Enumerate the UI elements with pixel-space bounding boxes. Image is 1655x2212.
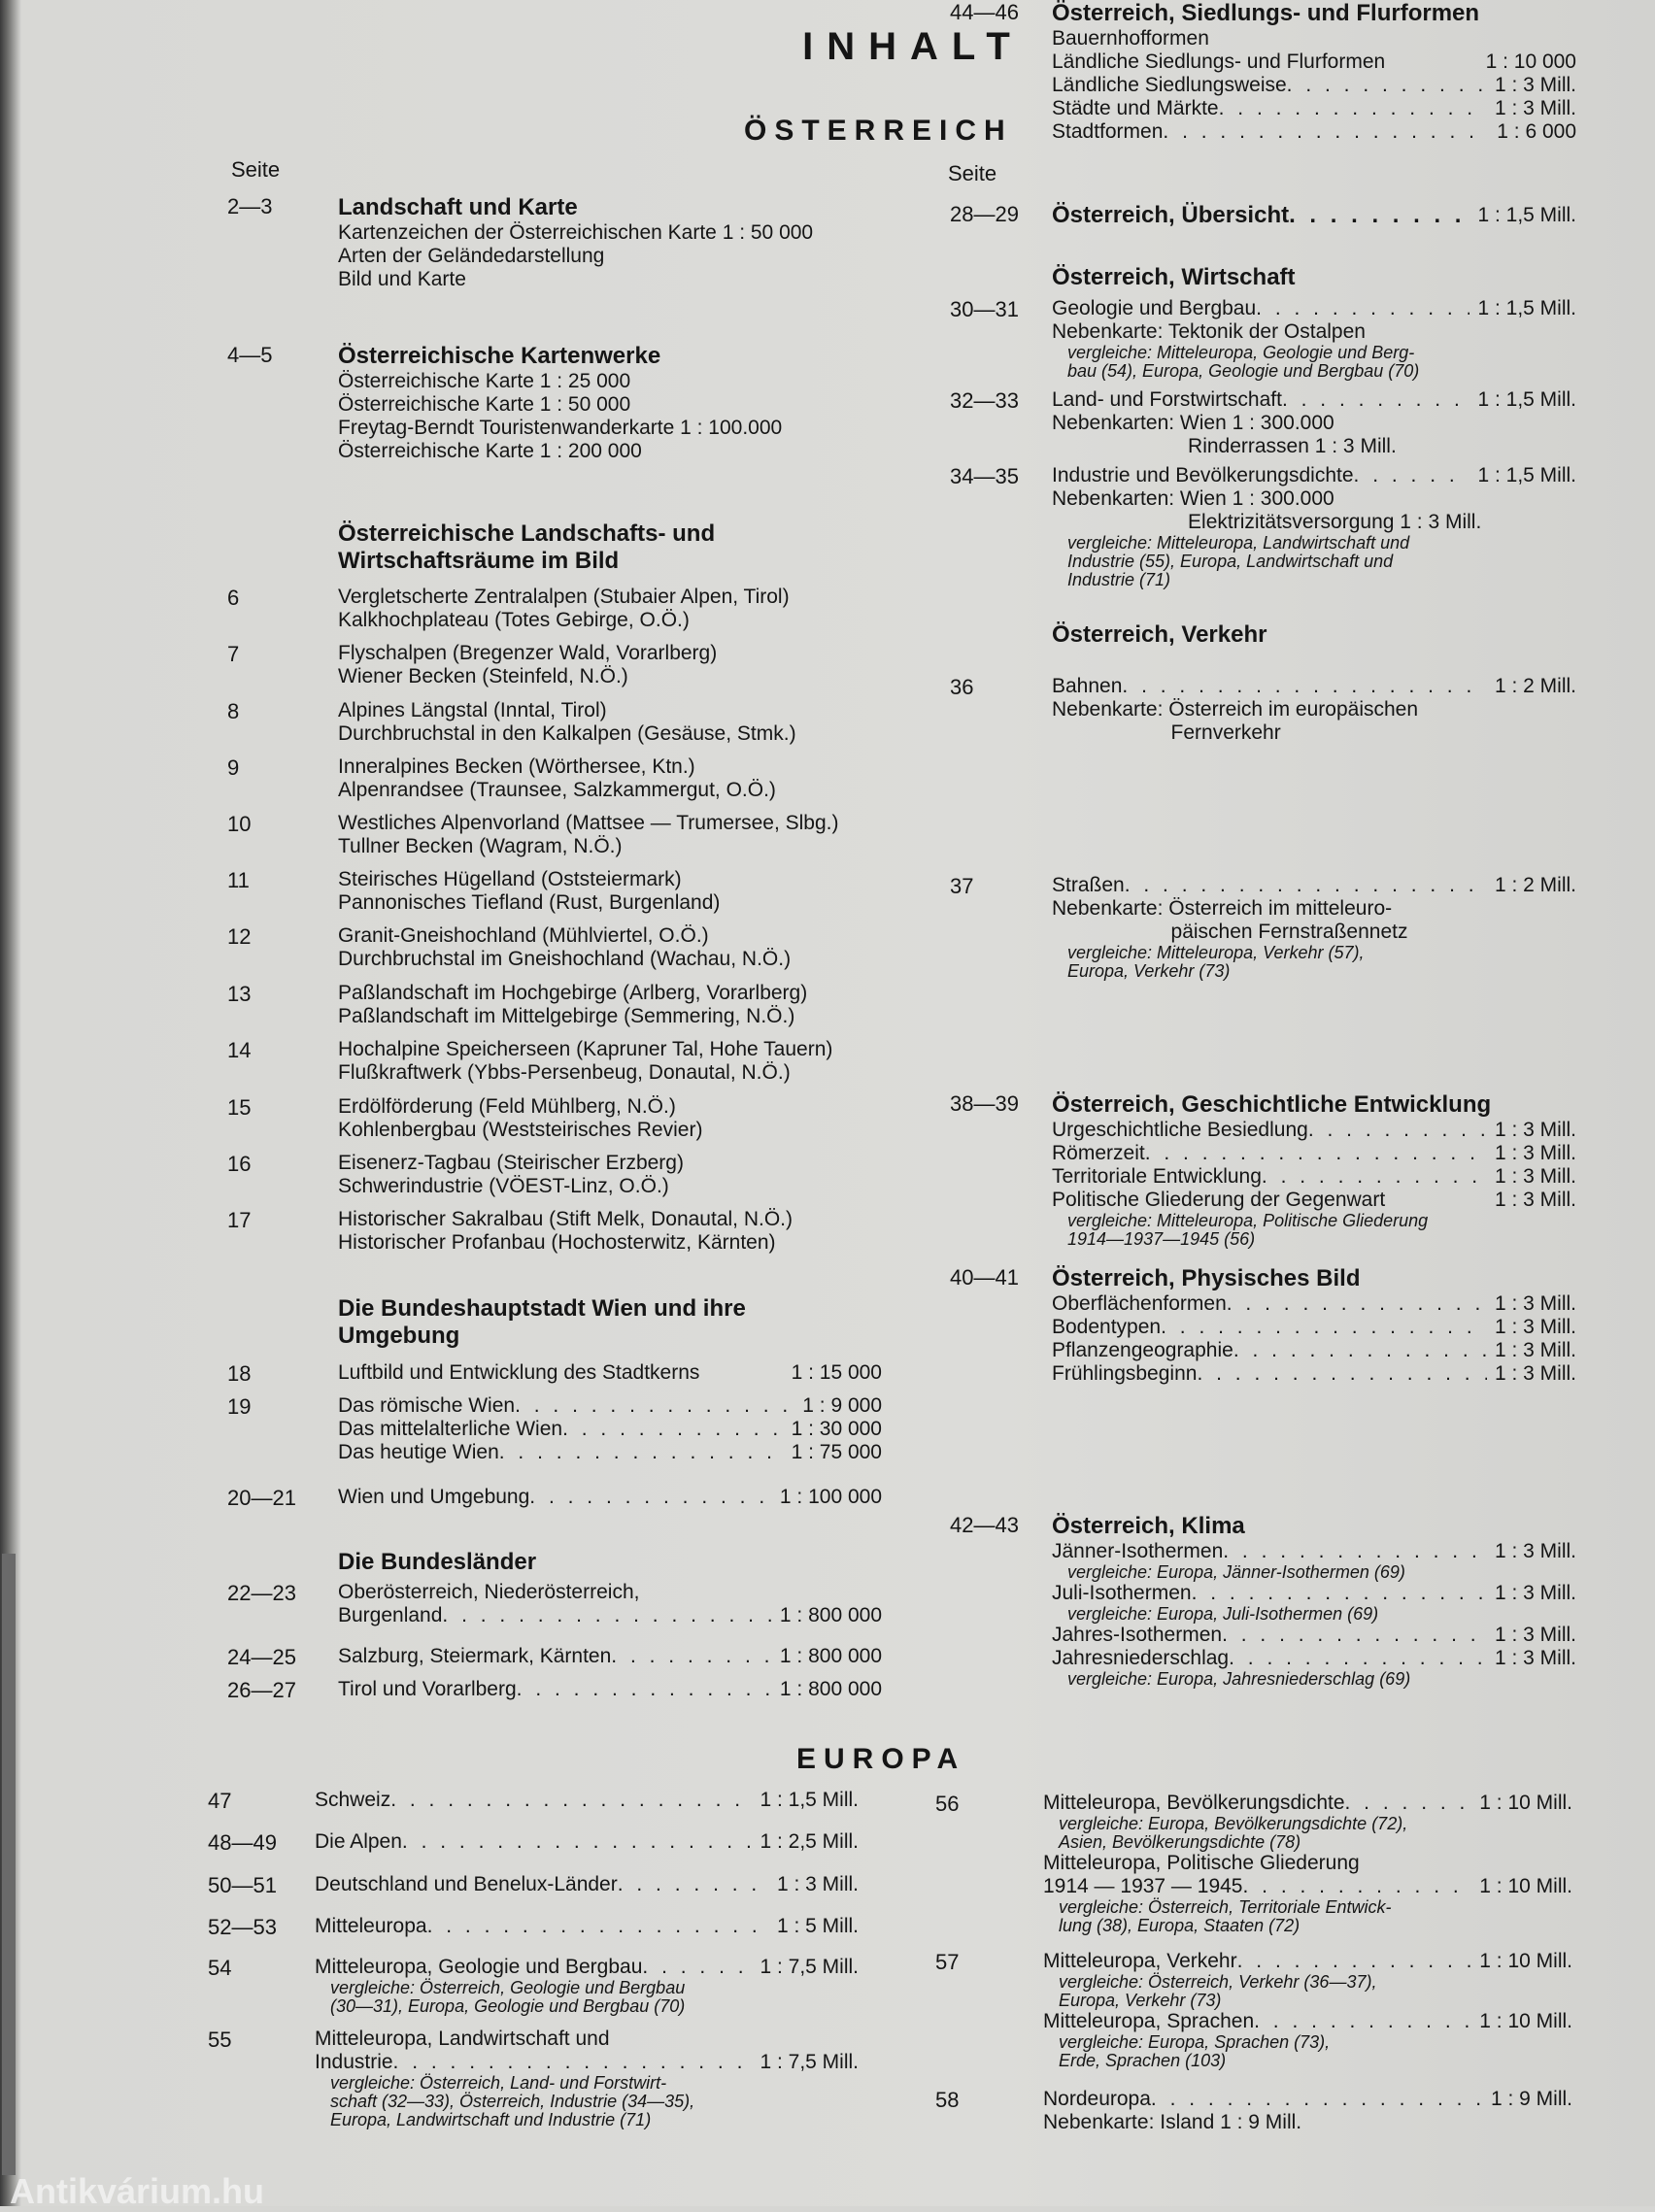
dot-leader bbox=[1345, 1792, 1472, 1815]
toc-line: Eisenerz-Tagbau (Steirischer Erzberg) bbox=[338, 1152, 684, 1174]
toc-line-with-scale bbox=[315, 1873, 859, 1896]
toc-line-with-scale bbox=[1052, 464, 1576, 487]
dot-leader bbox=[529, 1486, 772, 1509]
map-scale: 1 : 2 Mill. bbox=[1494, 874, 1576, 896]
toc-line-with-scale bbox=[1052, 675, 1576, 698]
map-title: Oberflächenformen bbox=[1052, 1292, 1227, 1315]
dot-leader bbox=[1223, 1540, 1487, 1563]
dot-leader bbox=[1354, 464, 1470, 487]
map-title: Ländliche Siedlungsweise bbox=[1052, 74, 1287, 96]
toc-line: Wiener Becken (Steinfeld, N.Ö.) bbox=[338, 665, 628, 687]
page-number: 16 bbox=[227, 1152, 252, 1176]
dot-leader bbox=[1192, 1582, 1487, 1605]
map-scale: 1 : 1,5 Mill. bbox=[1477, 388, 1576, 411]
page-number: 15 bbox=[227, 1095, 252, 1120]
map-title: Land- und Forstwirtschaft bbox=[1052, 388, 1282, 411]
map-scale: 1 : 3 Mill. bbox=[1494, 1142, 1576, 1164]
toc-heading: Österreichische Kartenwerke bbox=[338, 343, 661, 369]
map-scale: 1 : 800 000 bbox=[779, 1604, 882, 1626]
map-scale: 1 : 3 Mill. bbox=[1494, 1165, 1576, 1188]
map-scale: 1 : 7,5 Mill. bbox=[760, 2051, 859, 2073]
dot-leader bbox=[1163, 120, 1489, 144]
toc-line: Flyschalpen (Bregenzer Wald, Vorarlberg) bbox=[338, 642, 718, 664]
map-scale: 1 : 3 Mill. bbox=[1494, 1540, 1576, 1562]
toc-line: Durchbruchstal im Gneishochland (Wachau, N.Ö.) bbox=[338, 948, 792, 970]
map-scale: 1 : 3 Mill. bbox=[1494, 1339, 1576, 1361]
map-title: Schweiz bbox=[315, 1789, 391, 1811]
toc-line: Schwerindustrie (VÖEST-Linz, O.Ö.) bbox=[338, 1175, 669, 1197]
toc-line: Oberösterreich, Niederösterreich, bbox=[338, 1581, 640, 1603]
toc-heading: Österreich, Klima bbox=[1052, 1513, 1245, 1539]
dot-leader bbox=[1254, 2010, 1471, 2033]
toc-heading: Die Bundesländer bbox=[338, 1549, 537, 1575]
map-scale: 1 : 1,5 Mill. bbox=[1477, 297, 1576, 319]
map-title: Frühlingsbeginn bbox=[1052, 1362, 1198, 1385]
dot-leader bbox=[1243, 1875, 1472, 1898]
toc-line: Alpines Längstal (Inntal, Tirol) bbox=[338, 699, 607, 721]
toc-line-with-scale bbox=[1043, 1792, 1572, 1815]
dot-leader bbox=[1122, 675, 1487, 698]
map-title: Nordeuropa bbox=[1043, 2088, 1151, 2110]
book-spine-edge bbox=[2, 1554, 16, 2175]
map-scale: 1 : 10 Mill. bbox=[1479, 1792, 1572, 1814]
page-number: 18 bbox=[227, 1361, 252, 1386]
map-title: Das mittelalterliche Wien bbox=[338, 1418, 563, 1440]
map-title: Juli-Isothermen bbox=[1052, 1582, 1192, 1604]
map-title: Straßen bbox=[1052, 874, 1125, 896]
map-title: Deutschland und Benelux-Länder bbox=[315, 1873, 618, 1895]
dot-leader bbox=[1237, 1950, 1472, 1973]
map-title: Industrie und Bevölkerungsdichte bbox=[1052, 464, 1354, 486]
map-scale: 1 : 3 Mill. bbox=[1494, 1362, 1576, 1385]
toc-line: Paßlandschaft im Mittelgebirge (Semmering, N.Ö.) bbox=[338, 1005, 795, 1027]
toc-heading: Österreich, Geschichtliche Entwicklung bbox=[1052, 1091, 1492, 1118]
toc-line-with-scale bbox=[338, 1645, 882, 1668]
page-number: 48—49 bbox=[208, 1830, 277, 1855]
page-number: 19 bbox=[227, 1394, 252, 1419]
page-number: 58 bbox=[935, 2088, 960, 2112]
toc-line: Historischer Profanbau (Hochosterwitz, Kärnten) bbox=[338, 1231, 776, 1254]
page-number: 26—27 bbox=[227, 1678, 296, 1702]
page-number: 20—21 bbox=[227, 1486, 296, 1510]
toc-line-with-scale bbox=[1052, 874, 1576, 897]
toc-line-with-scale bbox=[338, 1418, 882, 1441]
map-scale: 1 : 5 Mill. bbox=[776, 1915, 859, 1937]
map-scale: 1 : 1,5 Mill. bbox=[760, 1789, 859, 1811]
map-scale: 1 : 3 Mill. bbox=[1494, 1624, 1576, 1646]
toc-line: Bauernhofformen bbox=[1052, 27, 1209, 50]
toc-line: päischen Fernstraßennetz bbox=[1052, 921, 1408, 943]
dot-leader bbox=[1227, 1292, 1487, 1316]
map-title: Die Alpen bbox=[315, 1830, 402, 1853]
toc-line: Steirisches Hügelland (Oststeiermark) bbox=[338, 868, 682, 890]
dot-leader bbox=[499, 1441, 784, 1464]
toc-line: Inneralpines Becken (Wörthersee, Ktn.) bbox=[338, 755, 695, 778]
toc-line-with-scale bbox=[315, 2051, 859, 2074]
map-scale: 1 : 3 Mill. bbox=[1494, 1119, 1576, 1141]
page-number: 28—29 bbox=[950, 202, 1019, 226]
map-title: Luftbild und Entwicklung des Stadtkerns bbox=[338, 1361, 700, 1384]
toc-line: Rinderrassen 1 : 3 Mill. bbox=[1052, 435, 1397, 457]
toc-line-with-scale bbox=[1043, 1950, 1572, 1973]
toc-line: Nebenkarte: Österreich im mitteleuro- bbox=[1052, 897, 1393, 920]
map-scale: 1 : 3 Mill. bbox=[1494, 1292, 1576, 1315]
toc-line-with-scale bbox=[1043, 2088, 1572, 2111]
page-number: 56 bbox=[935, 1792, 960, 1816]
map-scale: 1 : 3 Mill. bbox=[1494, 74, 1576, 96]
toc-line-with-scale bbox=[1052, 1316, 1576, 1339]
dot-leader bbox=[1229, 1647, 1487, 1670]
map-title: Stadtformen bbox=[1052, 120, 1164, 143]
page-number: 11 bbox=[227, 868, 250, 892]
dot-leader bbox=[1222, 1624, 1487, 1647]
page-number: 37 bbox=[950, 874, 974, 898]
toc-line: Tullner Becken (Wagram, N.Ö.) bbox=[338, 835, 623, 857]
dot-leader bbox=[393, 2051, 753, 2074]
map-title: Wien und Umgebung bbox=[338, 1486, 530, 1508]
map-scale: 1 : 10 Mill. bbox=[1479, 1875, 1572, 1897]
map-scale: 1 : 3 Mill. bbox=[1494, 1647, 1576, 1669]
map-title: Mitteleuropa, Bevölkerungsdichte bbox=[1043, 1792, 1345, 1814]
toc-line-with-scale bbox=[1052, 202, 1576, 229]
map-title: Jänner-Isothermen bbox=[1052, 1540, 1224, 1562]
map-scale: 1 : 15 000 bbox=[791, 1361, 882, 1384]
page-number: 36 bbox=[950, 675, 974, 699]
toc-line-with-scale bbox=[1052, 74, 1576, 97]
dot-leader bbox=[642, 1956, 752, 1979]
map-scale: 1 : 1,5 Mill. bbox=[1477, 204, 1576, 226]
page-number: 54 bbox=[208, 1956, 232, 1980]
toc-line-with-scale bbox=[1052, 297, 1576, 320]
page-number: 7 bbox=[227, 642, 240, 666]
dot-leader bbox=[1161, 1316, 1487, 1339]
toc-line: Arten der Geländedarstellung bbox=[338, 245, 605, 267]
map-title: Territoriale Entwicklung bbox=[1052, 1165, 1262, 1188]
toc-line: Kohlenbergbau (Weststeirisches Revier) bbox=[338, 1119, 703, 1141]
toc-line: Nebenkarte: Island 1 : 9 Mill. bbox=[1043, 2111, 1302, 2133]
toc-line-with-scale bbox=[1052, 1165, 1576, 1189]
toc-line-with-scale bbox=[1052, 1540, 1576, 1563]
cross-reference: Asien, Bevölkerungsdichte (78) bbox=[1059, 1832, 1301, 1852]
page-number: 12 bbox=[227, 924, 252, 949]
cross-reference: vergleiche: Europa, Juli-Isothermen (69) bbox=[1067, 1604, 1379, 1624]
toc-line: Mitteleuropa, Landwirtschaft und bbox=[315, 2028, 610, 2050]
page-title: INHALT bbox=[802, 25, 1024, 68]
dot-leader bbox=[1308, 1119, 1487, 1142]
cross-reference: Europa, Verkehr (73) bbox=[1067, 961, 1231, 981]
page-number: 10 bbox=[227, 812, 252, 836]
map-scale: 1 : 3 Mill. bbox=[776, 1873, 859, 1895]
map-scale: 1 : 3 Mill. bbox=[1494, 97, 1576, 119]
toc-line: Bild und Karte bbox=[338, 268, 466, 290]
map-scale: 1 : 800 000 bbox=[779, 1678, 882, 1700]
page-number: 32—33 bbox=[950, 388, 1019, 413]
cross-reference: vergleiche: Österreich, Territoriale Entwick- bbox=[1059, 1897, 1392, 1917]
page-number: 13 bbox=[227, 982, 252, 1006]
dot-leader bbox=[1289, 202, 1469, 229]
cross-reference: vergleiche: Mitteleuropa, Landwirtschaft und bbox=[1067, 533, 1410, 553]
map-title: 1914 — 1937 — 1945 bbox=[1043, 1875, 1243, 1897]
toc-heading: Österreich, Physisches Bild bbox=[1052, 1265, 1361, 1291]
cross-reference: Europa, Verkehr (73) bbox=[1059, 1991, 1222, 2010]
page-number: 44—46 bbox=[950, 0, 1019, 24]
map-scale: 1 : 9 000 bbox=[802, 1394, 882, 1417]
toc-line: Granit-Gneishochland (Mühlviertel, O.Ö.) bbox=[338, 924, 709, 947]
map-title: Mitteleuropa, Verkehr bbox=[1043, 1950, 1237, 1972]
page-number: 22—23 bbox=[227, 1581, 296, 1605]
page-number: 50—51 bbox=[208, 1873, 277, 1897]
page-number: 14 bbox=[227, 1038, 252, 1062]
toc-line: Freytag-Berndt Touristenwanderkarte 1 : 100.000 bbox=[338, 417, 783, 439]
toc-line-with-scale bbox=[315, 1789, 859, 1812]
dot-leader bbox=[562, 1418, 784, 1441]
toc-line-with-scale bbox=[1052, 1647, 1576, 1670]
cross-reference: vergleiche: Europa, Jänner-Isothermen (69) bbox=[1067, 1562, 1405, 1582]
toc-line-with-scale bbox=[1052, 1119, 1576, 1142]
toc-line-with-scale bbox=[1043, 2010, 1572, 2033]
map-title: Urgeschichtliche Besiedlung bbox=[1052, 1119, 1308, 1141]
map-title: Österreich, Übersicht bbox=[1052, 202, 1290, 228]
toc-line: Österreichische Karte 1 : 25 000 bbox=[338, 370, 631, 392]
map-title: Jahresniederschlag bbox=[1052, 1647, 1230, 1669]
map-title: Geologie und Bergbau bbox=[1052, 297, 1257, 319]
map-title: Städte und Märkte bbox=[1052, 97, 1219, 119]
map-scale: 1 : 2 Mill. bbox=[1494, 675, 1576, 697]
page-number: 55 bbox=[208, 2028, 232, 2052]
dot-leader bbox=[1233, 1339, 1487, 1362]
toc-line-with-scale bbox=[1052, 1624, 1576, 1647]
toc-line-with-scale bbox=[338, 1394, 882, 1418]
toc-line-with-scale bbox=[338, 1441, 882, 1464]
dot-leader bbox=[390, 1789, 752, 1812]
map-scale: 1 : 75 000 bbox=[791, 1441, 882, 1463]
cross-reference: Industrie (71) bbox=[1067, 570, 1171, 589]
toc-line: Elektrizitätsversorgung 1 : 3 Mill. bbox=[1052, 511, 1482, 533]
page-number: 17 bbox=[227, 1208, 252, 1232]
map-title: Mitteleuropa, Geologie und Bergbau bbox=[315, 1956, 643, 1978]
cross-reference: vergleiche: Österreich, Land- und Forstwirt- bbox=[330, 2073, 667, 2093]
toc-line-with-scale bbox=[1052, 1142, 1576, 1165]
cross-reference: Erde, Sprachen (103) bbox=[1059, 2051, 1227, 2070]
map-title: Burgenland bbox=[338, 1604, 443, 1626]
toc-line-with-scale bbox=[1052, 1339, 1576, 1362]
page-number: 42—43 bbox=[950, 1513, 1019, 1537]
toc-heading: Wirtschaftsräume im Bild bbox=[338, 548, 620, 574]
toc-heading: Umgebung bbox=[338, 1323, 460, 1349]
toc-line-with-scale bbox=[315, 1956, 859, 1979]
cross-reference: bau (54), Europa, Geologie und Bergbau (70) bbox=[1067, 361, 1420, 381]
toc-line-with-scale bbox=[338, 1361, 882, 1385]
dot-leader bbox=[515, 1394, 794, 1418]
toc-line-with-scale bbox=[338, 1678, 882, 1701]
toc-line-with-scale bbox=[338, 1604, 882, 1627]
cross-reference: vergleiche: Europa, Bevölkerungsdichte (72), bbox=[1059, 1814, 1408, 1833]
toc-line: Nebenkarte: Tektonik der Ostalpen bbox=[1052, 320, 1366, 343]
toc-line: Historischer Sakralbau (Stift Melk, Donautal, N.Ö.) bbox=[338, 1208, 793, 1230]
toc-line-with-scale bbox=[1043, 1875, 1572, 1898]
map-scale: 1 : 800 000 bbox=[779, 1645, 882, 1667]
cross-reference: vergleiche: Österreich, Geologie und Bergbau bbox=[330, 1978, 686, 1997]
dot-leader bbox=[1282, 388, 1470, 412]
toc-heading: Österreich, Verkehr bbox=[1052, 621, 1267, 648]
page-number: 52—53 bbox=[208, 1915, 277, 1939]
watermark: Antikvárium.hu bbox=[10, 2171, 265, 2211]
map-scale: 1 : 9 Mill. bbox=[1490, 2088, 1572, 2110]
toc-heading: Die Bundeshauptstadt Wien und ihre bbox=[338, 1295, 746, 1322]
page-number: 9 bbox=[227, 755, 240, 780]
toc-line: Kalkhochplateau (Totes Gebirge, O.Ö.) bbox=[338, 609, 690, 631]
toc-line-with-scale bbox=[1052, 388, 1576, 412]
section-heading-europa: EUROPA bbox=[796, 1743, 966, 1775]
toc-line: Nebenkarten: Wien 1 : 300.000 bbox=[1052, 412, 1334, 434]
seite-label-left: Seite bbox=[231, 157, 281, 182]
toc-line: Nebenkarten: Wien 1 : 300.000 bbox=[1052, 487, 1334, 510]
section-heading-oesterreich: ÖSTERREICH bbox=[744, 115, 1013, 147]
toc-line-with-scale bbox=[1052, 1362, 1576, 1386]
map-scale: 1 : 7,5 Mill. bbox=[760, 1956, 859, 1978]
dot-leader bbox=[517, 1678, 772, 1701]
toc-line: Flußkraftwerk (Ybbs-Persenbeug, Donautal, N.Ö.) bbox=[338, 1061, 791, 1084]
cross-reference: vergleiche: Mitteleuropa, Geologie und Berg- bbox=[1067, 343, 1415, 362]
dot-leader bbox=[1197, 1362, 1487, 1386]
toc-line: Österreichische Karte 1 : 50 000 bbox=[338, 393, 631, 416]
toc-line: Pannonisches Tiefland (Rust, Burgenland) bbox=[338, 891, 721, 914]
map-title: Politische Gliederung der Gegenwart bbox=[1052, 1189, 1386, 1211]
map-title: Tirol und Vorarlberg bbox=[338, 1678, 517, 1700]
toc-line: Paßlandschaft im Hochgebirge (Arlberg, Vorarlberg) bbox=[338, 982, 808, 1004]
page-number: 2—3 bbox=[227, 194, 273, 218]
toc-line-with-scale bbox=[1052, 1292, 1576, 1316]
dot-leader bbox=[611, 1645, 772, 1668]
toc-line-with-scale bbox=[1052, 120, 1576, 144]
toc-line: Hochalpine Speicherseen (Kapruner Tal, Hohe Tauern) bbox=[338, 1038, 833, 1060]
cross-reference: lung (38), Europa, Staaten (72) bbox=[1059, 1916, 1300, 1935]
page-number: 8 bbox=[227, 699, 240, 723]
toc-line: Vergletscherte Zentralalpen (Stubaier Alpen, Tirol) bbox=[338, 586, 790, 608]
dot-leader bbox=[442, 1604, 771, 1627]
cross-reference: (30—31), Europa, Geologie und Bergbau (70) bbox=[330, 1996, 686, 2016]
map-title: Bodentypen bbox=[1052, 1316, 1162, 1338]
map-title: Bahnen bbox=[1052, 675, 1123, 697]
toc-line: Nebenkarte: Österreich im europäischen bbox=[1052, 698, 1419, 721]
toc-line-with-scale bbox=[1052, 97, 1576, 120]
seite-label-right: Seite bbox=[948, 161, 997, 185]
dot-leader bbox=[427, 1915, 769, 1938]
map-title: Jahres-Isothermen bbox=[1052, 1624, 1223, 1646]
page-number: 30—31 bbox=[950, 297, 1019, 321]
page-number: 4—5 bbox=[227, 343, 273, 367]
dot-leader bbox=[1125, 874, 1487, 897]
page-number: 24—25 bbox=[227, 1645, 296, 1669]
page-number: 34—35 bbox=[950, 464, 1019, 488]
map-scale: 1 : 100 000 bbox=[779, 1486, 882, 1508]
map-scale: 1 : 6 000 bbox=[1497, 120, 1576, 143]
cross-reference: vergleiche: Mitteleuropa, Politische Gliederung bbox=[1067, 1211, 1429, 1230]
toc-line-with-scale bbox=[315, 1915, 859, 1938]
page-number: 40—41 bbox=[950, 1265, 1019, 1290]
cross-reference: Industrie (55), Europa, Landwirtschaft und bbox=[1067, 552, 1394, 571]
map-scale: 1 : 3 Mill. bbox=[1494, 1582, 1576, 1604]
dot-leader bbox=[618, 1873, 769, 1896]
toc-line: Westliches Alpenvorland (Mattsee — Trumersee, Slbg.) bbox=[338, 812, 839, 834]
map-title: Mitteleuropa, Sprachen bbox=[1043, 2010, 1255, 2032]
map-scale: 1 : 10 Mill. bbox=[1479, 1950, 1572, 1972]
dot-leader bbox=[1287, 74, 1487, 97]
cross-reference: schaft (32—33), Österreich, Industrie (34—35), bbox=[330, 2092, 695, 2111]
page-number: 6 bbox=[227, 586, 240, 610]
cross-reference: vergleiche: Österreich, Verkehr (36—37), bbox=[1059, 1972, 1377, 1992]
cross-reference: Europa, Landwirtschaft und Industrie (71) bbox=[330, 2110, 652, 2129]
dot-leader bbox=[1219, 97, 1487, 120]
toc-heading: Österreich, Wirtschaft bbox=[1052, 264, 1296, 290]
map-title: Das heutige Wien bbox=[338, 1441, 499, 1463]
map-scale: 1 : 10 Mill. bbox=[1479, 2010, 1572, 2032]
toc-line: Alpenrandsee (Traunsee, Salzkammergut, O.Ö.) bbox=[338, 779, 776, 801]
dot-leader bbox=[402, 1830, 753, 1854]
dot-leader bbox=[1262, 1165, 1487, 1189]
map-scale: 1 : 10 000 bbox=[1485, 50, 1576, 73]
toc-heading: Österreichische Landschafts- und bbox=[338, 520, 716, 547]
cross-reference: vergleiche: Europa, Jahresniederschlag (69) bbox=[1067, 1669, 1411, 1689]
toc-heading: Landschaft und Karte bbox=[338, 194, 578, 220]
map-title: Mitteleuropa bbox=[315, 1915, 427, 1937]
map-title: Industrie bbox=[315, 2051, 393, 2073]
toc-line: Kartenzeichen der Österreichischen Karte 1 : 50 000 bbox=[338, 221, 814, 244]
toc-line-with-scale bbox=[315, 1830, 859, 1854]
map-title: Pflanzengeographie bbox=[1052, 1339, 1233, 1361]
toc-line-with-scale bbox=[1052, 50, 1576, 74]
cross-reference: 1914—1937—1945 (56) bbox=[1067, 1229, 1256, 1249]
map-scale: 1 : 3 Mill. bbox=[1494, 1316, 1576, 1338]
page-number: 38—39 bbox=[950, 1091, 1019, 1116]
toc-line-with-scale bbox=[338, 1486, 882, 1509]
map-scale: 1 : 30 000 bbox=[791, 1418, 882, 1440]
page-number: 57 bbox=[935, 1950, 960, 1974]
toc-line: Erdölförderung (Feld Mühlberg, N.Ö.) bbox=[338, 1095, 676, 1118]
map-title: Salzburg, Steiermark, Kärnten bbox=[338, 1645, 612, 1667]
dot-leader bbox=[1151, 2088, 1483, 2111]
map-title: Das römische Wien bbox=[338, 1394, 516, 1417]
map-scale: 1 : 1,5 Mill. bbox=[1477, 464, 1576, 486]
map-scale: 1 : 2,5 Mill. bbox=[760, 1830, 859, 1853]
page-number: 47 bbox=[208, 1789, 232, 1813]
toc-line: Mitteleuropa, Politische Gliederung bbox=[1043, 1852, 1360, 1874]
toc-line: Durchbruchstal in den Kalkalpen (Gesäuse, Stmk.) bbox=[338, 722, 796, 745]
cross-reference: vergleiche: Europa, Sprachen (73), bbox=[1059, 2032, 1331, 2052]
dot-leader bbox=[1145, 1142, 1487, 1165]
toc-line-with-scale bbox=[1052, 1582, 1576, 1605]
dot-leader bbox=[1256, 297, 1469, 320]
cross-reference: vergleiche: Mitteleuropa, Verkehr (57), bbox=[1067, 943, 1365, 962]
map-scale: 1 : 3 Mill. bbox=[1494, 1189, 1576, 1211]
map-title: Römerzeit bbox=[1052, 1142, 1145, 1164]
toc-line-with-scale bbox=[1052, 1189, 1576, 1212]
toc-heading: Österreich, Siedlungs- und Flurformen bbox=[1052, 0, 1480, 26]
map-title: Ländliche Siedlungs- und Flurformen bbox=[1052, 50, 1386, 73]
toc-line: Fernverkehr bbox=[1052, 721, 1281, 744]
toc-line: Österreichische Karte 1 : 200 000 bbox=[338, 440, 642, 462]
